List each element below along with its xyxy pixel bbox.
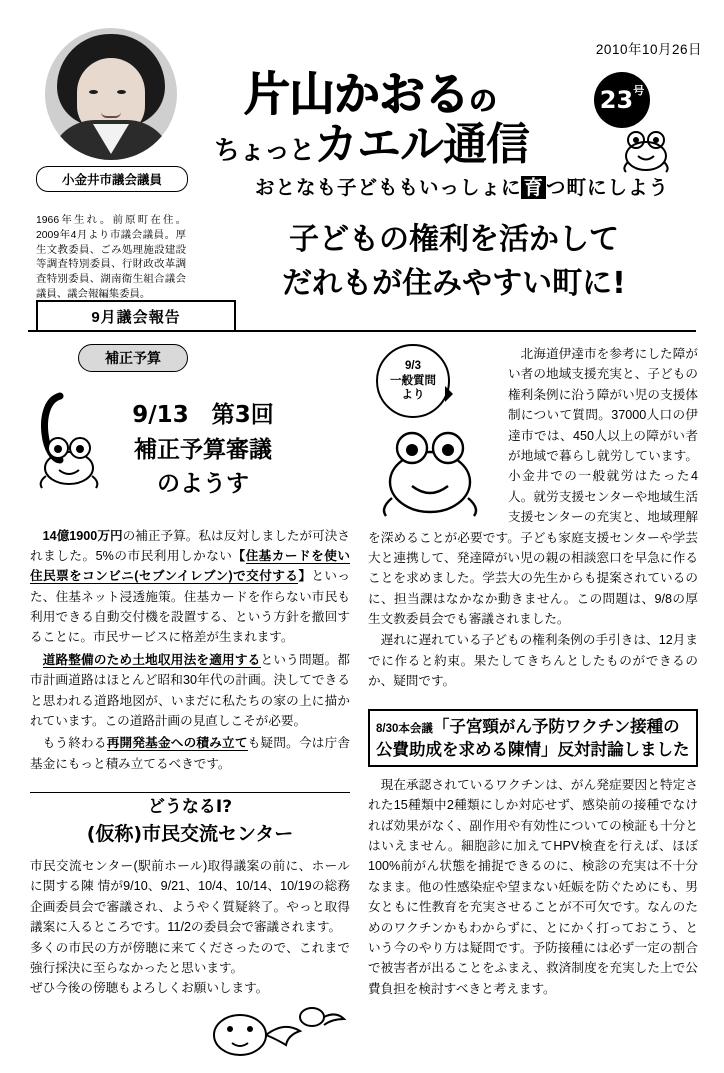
right-paragraph-2: 遅れに遅れている子どもの権利条例の手引きは、12月までに作ると約束。果たしてきちんとしたものができるのか、疑問です。 bbox=[368, 633, 698, 689]
civic-center-body bbox=[30, 856, 350, 999]
issue-date: 2010年10月26日 bbox=[595, 42, 702, 57]
left-body bbox=[30, 526, 350, 775]
profile-block bbox=[36, 28, 186, 192]
vaccine-box-heading: 「子宮頸がん予防ワクチン接種の公費助成を求める陳情」反対討論しました bbox=[376, 716, 690, 759]
masthead-no: の bbox=[469, 84, 497, 117]
right-paragraph-1: 北海道伊達市を参考にした障がい者の地域支援充実と、子どもの権利条例に沿う障がい児の支援体制について質問。37000人口の伊達市では、450人以上の障がい者が地域で暮らし就労しています。小金井での一般就労はたった4人。就労支援センターや地域生活支援センターの充実と、地域理解を深めることが必要です。子ども家庭支援センターや学芸大と連携して、発達障がい児の親の相談窓口を早急に作ることを求めました。学芸大の先生からも提案されているのに、担当課はなかなか動きません。この問題は、9/8の厚生文教委員会でも審議されました。 bbox=[368, 347, 698, 627]
section-tag-budget: 補正予算 bbox=[78, 344, 188, 372]
speech-bubble-icon bbox=[376, 344, 450, 418]
civic-center-title-line1: どうなるI? bbox=[147, 797, 233, 817]
september-report-label: 9月議会報告 bbox=[36, 300, 236, 332]
profile-bio: 1966年生れ。前原町在住。2009年4月より市議会議員。厚生文教委員、ごみ処理施設建設等調査特別委員、行財政改革調査特別委員、湖南衛生組合議会議員、議会報編集委員。 bbox=[36, 215, 186, 300]
question-bubble-wrap bbox=[368, 344, 500, 520]
vaccine-box-title bbox=[368, 709, 698, 767]
civic-paragraph-2: 多くの市民の方が傍聴に来てくださったので、これまで強行採決に至らなかったと思います。 bbox=[30, 940, 350, 976]
left-paragraph-3: もう終わる再開発基金への積み立ても疑問。今は庁舎基金にもっと積み立てるべきです。 bbox=[30, 736, 351, 771]
masthead-title-line2 bbox=[214, 108, 529, 172]
civic-center-section bbox=[30, 790, 350, 1073]
tadpole-decoration bbox=[30, 999, 350, 1073]
vaccine-box-label: 8/30本会議 bbox=[376, 722, 433, 735]
vaccine-paragraph-1: 現在承認されているワクチンは、がん発症要因と特定された15種類中2種類にしか対応せず、感染前の接種でなければ効果がなく、副作用や有効性についての検証も十分とはいえません。細胞診に加えてHPV検査を行えば、ほぼ100%前がん状態を捕捉できるのに、検診の充実は不十分なまま。他の性感染症や望まない妊娠を防ぐためにも、男女ともに性教育を充実させることが不可欠です。なんのためのワクチンかもわからずに、とにかく打っておこう、という今のやり方は疑問です。予防接種には必ず一定の割合で被害者が出ることをふまえ、救済制度を充実した上で公費負担を検討すべきと考えます。 bbox=[368, 777, 698, 996]
left-paragraph-1: 14億1900万円の補正予算。私は反対しましたが可決されました。5%の市民利用しかない【住基カードを使い住民票をコンビニ(セブンイレブン)で交付する】といった、住基ネット浸透施策。住基カードを作らない市民も利用できる自動交付機を設置する、という方針を撤回することに。市民サービスに格差が生まれます。 bbox=[30, 528, 351, 645]
masthead bbox=[196, 30, 704, 230]
bubble-line3: より bbox=[401, 389, 425, 402]
civic-center-title-line2: (仮称)市民交流センター bbox=[86, 822, 294, 845]
masthead-chotto: ちょっと bbox=[214, 136, 315, 166]
civic-paragraph-3: ぜひ今後の傍聴もよろしくお願いします。 bbox=[30, 981, 269, 996]
profile-role: 小金井市議会議員 bbox=[36, 166, 188, 192]
issue-number-badge bbox=[594, 72, 650, 128]
issue-number: 23 bbox=[599, 86, 634, 114]
portrait-photo bbox=[45, 28, 177, 160]
masthead-name: 片山かおる bbox=[244, 67, 469, 121]
bubble-line2: 一般質問 bbox=[390, 374, 436, 387]
header-divider bbox=[28, 330, 696, 332]
right-column bbox=[368, 344, 698, 1000]
left-paragraph-2: 道路整備のため土地収用法を適用するという問題。都市計画道路はほとんど昭和30年代の計画。決してできると思われる道路地図が、いまだに私たちの家の上に描かれています。この道路計画の見直しこそが必要。 bbox=[30, 652, 351, 729]
issue-suffix: 号 bbox=[633, 84, 645, 97]
left-heading: 9/13 第3回 補正予算審議 のようす bbox=[132, 402, 274, 497]
frog-icon bbox=[368, 424, 500, 520]
frog-icon bbox=[616, 126, 676, 174]
bubble-line1: 9/3 bbox=[405, 360, 421, 373]
masthead-kaeru: カエル通信 bbox=[314, 119, 530, 170]
masthead-subtitle: おとなも子どももいっしょに 育 つ町にしよう bbox=[254, 176, 670, 199]
frog-icon bbox=[30, 430, 108, 490]
page-headline: 子どもの権利を活かして だれもが住みやすい町に! bbox=[282, 222, 626, 301]
vaccine-body bbox=[368, 775, 698, 999]
civic-center-title bbox=[30, 793, 350, 848]
civic-paragraph-1: 市民交流センター(駅前ホール)取得議案の前に、ホールに関する陳 情が9/10、9/21、10/4、10/14、10/19の総務企画委員会で審議され、ようやく質疑終了。やっと取得議案に入るところです。11/2の委員会で審議されます。 bbox=[30, 859, 350, 935]
